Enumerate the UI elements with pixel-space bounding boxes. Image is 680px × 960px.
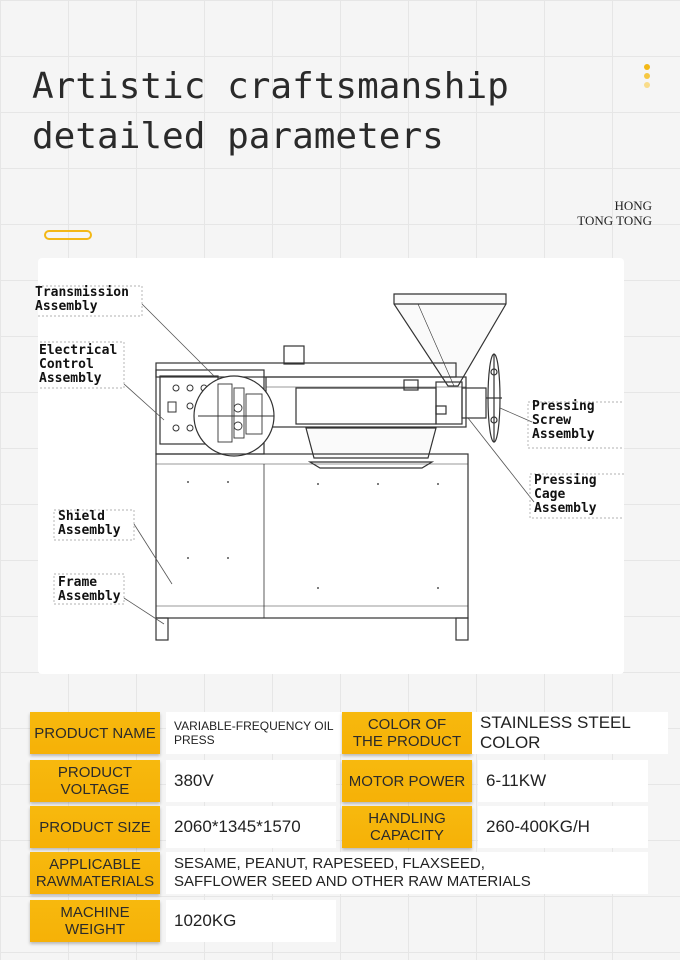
brand-line-1: HONG [614, 198, 652, 213]
oil-press-drawing [38, 258, 624, 674]
callout-frame-assembly: Frame Assembly [58, 575, 121, 604]
product-size-label: PRODUCT SIZE [30, 806, 160, 848]
callout-pressing-screw-assembly: Pressing Screw Assembly [532, 399, 595, 442]
accent-pill [44, 230, 92, 240]
color-label: COLOR OF THE PRODUCT [342, 712, 472, 754]
callout-pressing-cage-assembly: Pressing Cage Assembly [534, 473, 597, 516]
motor-power-label: MOTOR POWER [342, 760, 472, 802]
callout-electrical-control-assembly: Electrical Control Assembly [39, 343, 118, 386]
motor-power-value: 6-11KW [478, 760, 648, 802]
callout-transmission-assembly: Transmission Assembly [35, 285, 129, 314]
spec-row-materials [30, 852, 650, 894]
voltage-label: PRODUCT VOLTAGE [30, 760, 160, 802]
decorative-dots-icon [644, 64, 652, 91]
product-name-label: PRODUCT NAME [30, 712, 160, 754]
product-size-value: 2060*1345*1570 [166, 806, 336, 848]
voltage-value: 380V [166, 760, 336, 802]
materials-label: APPLICABLE RAWMATERIALS [30, 852, 160, 894]
product-name-value: VARIABLE-FREQUENCY OIL PRESS [166, 712, 348, 754]
color-value: STAINLESS STEEL COLOR [472, 712, 668, 754]
handling-capacity-value: 260-400KG/H [478, 806, 648, 848]
machine-weight-label: MACHINE WEIGHT [30, 900, 160, 942]
spec-row-weight [30, 900, 650, 942]
materials-value: SESAME, PEANUT, RAPESEED, FLAXSEED, SAFFLOWER SEED AND OTHER RAW MATERIALS [166, 852, 648, 894]
machine-diagram-panel [35, 258, 624, 674]
spec-row-size-capacity [30, 806, 650, 848]
page-title-line-1: Artistic craftsmanship [32, 66, 509, 107]
callout-shield-assembly: Shield Assembly [58, 509, 121, 538]
spec-row-name-color [30, 712, 650, 754]
brand-line-2: TONG TONG [577, 213, 652, 228]
page-title-line-2: detailed parameters [32, 116, 444, 157]
brand-mark [577, 198, 652, 228]
spec-row-voltage-motor [30, 760, 650, 802]
machine-weight-value: 1020KG [166, 900, 336, 942]
handling-capacity-label: HANDLING CAPACITY [342, 806, 472, 848]
